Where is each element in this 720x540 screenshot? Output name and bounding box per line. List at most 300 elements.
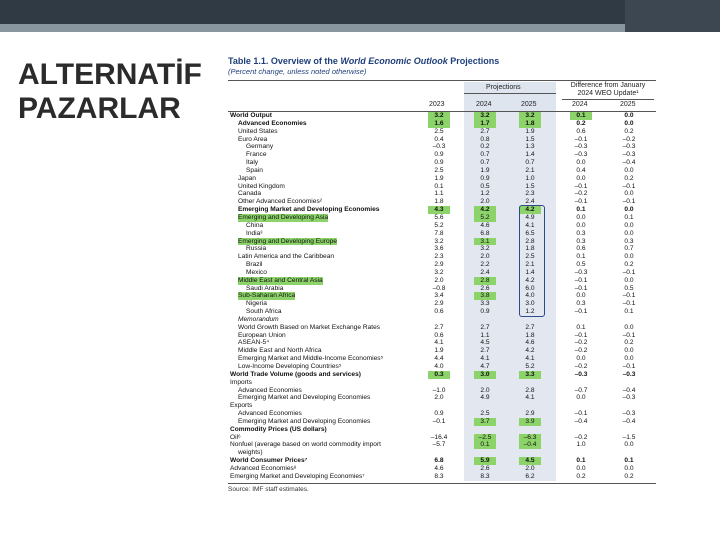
cell-value: 4.0 <box>434 363 444 370</box>
row-label: Mexico <box>246 268 267 276</box>
cell-value: 5.2 <box>525 363 535 370</box>
cell-value: 0.0 <box>624 112 634 119</box>
cell-value: 2.2 <box>480 261 490 269</box>
cell-value: 4.4 <box>434 355 444 363</box>
table-row <box>228 387 656 395</box>
table-row <box>228 418 656 426</box>
cell-value: 0.2 <box>624 127 634 135</box>
row-label: World Consumer Prices⁷ <box>230 457 308 465</box>
cell-value: 0.0 <box>624 323 634 331</box>
cell-value: 3.8 <box>474 292 496 300</box>
top-bar-stripe <box>0 24 720 32</box>
table-header <box>228 80 656 111</box>
cell-value: 0.5 <box>624 284 634 292</box>
cell-value: 3.2 <box>434 268 444 276</box>
col-2023: 2023 <box>429 101 445 108</box>
row-label: Brazil <box>246 261 263 269</box>
row-label: Emerging Market and Developing Economies⁷ <box>230 472 365 480</box>
table-row <box>228 449 656 457</box>
cell-value: 1.2 <box>525 308 535 316</box>
cell-value: 2.8 <box>525 237 535 245</box>
cell-value: 0.7 <box>525 159 535 167</box>
cell-value: 2.7 <box>480 127 490 135</box>
cell-value: 0.1 <box>434 182 444 190</box>
row-label: Middle East and North Africa <box>238 347 322 355</box>
row-label: World Output <box>230 112 272 119</box>
cell-value: –0.1 <box>622 182 636 190</box>
cell-value: –0.4 <box>622 386 636 394</box>
table-row <box>228 355 656 363</box>
cell-value: 0.2 <box>624 339 634 347</box>
cell-value: 0.9 <box>434 151 444 159</box>
cell-value: 0.6 <box>576 127 586 135</box>
cell-value: 6.0 <box>525 284 535 292</box>
cell-value: 0.3 <box>576 300 586 308</box>
cell-value: 0.0 <box>576 355 586 363</box>
row-label: Canada <box>238 190 262 198</box>
table-row <box>228 167 656 175</box>
cell-value: –0.2 <box>574 363 588 370</box>
row-label: European Union <box>238 331 286 339</box>
row-label: Sub-Saharan Africa <box>238 292 296 300</box>
row-label: Advanced Economies <box>238 119 307 127</box>
cell-value: 2.0 <box>525 464 535 472</box>
cell-value: 4.2 <box>519 206 541 214</box>
cell-value: 0.0 <box>576 292 586 300</box>
table-row <box>228 316 656 324</box>
cell-value: 7.8 <box>434 229 444 237</box>
row-label: Advanced Economies <box>238 410 302 418</box>
row-label: Germany <box>246 143 274 151</box>
cell-value: 2.6 <box>480 464 490 472</box>
cell-value: 0.1 <box>576 323 586 331</box>
cell-value: 8.3 <box>480 472 490 480</box>
cell-value: 4.6 <box>434 464 444 472</box>
table-row <box>228 434 656 442</box>
cell-value: 1.6 <box>428 120 450 128</box>
cell-value: 5.2 <box>474 214 496 222</box>
cell-value: 0.1 <box>576 206 586 214</box>
row-label: Saudi Arabia <box>246 284 284 292</box>
cell-value: 2.5 <box>480 410 490 418</box>
row-label: Commodity Prices (US dollars) <box>230 425 327 433</box>
cell-value: 4.3 <box>428 206 450 214</box>
cell-value: 0.0 <box>576 221 586 229</box>
row-label: India³ <box>246 229 263 237</box>
cell-value: 3.2 <box>519 112 541 120</box>
col-2024: 2024 <box>476 101 492 108</box>
cell-value: 0.8 <box>480 135 490 143</box>
row-label: World Trade Volume (goods and services) <box>230 370 361 378</box>
table-row <box>228 457 656 465</box>
cell-value: 1.0 <box>576 441 586 449</box>
cell-value: 0.6 <box>576 245 586 253</box>
cell-value: 0.2 <box>624 174 634 182</box>
projections-label: Projections <box>486 84 521 91</box>
table-row <box>228 292 656 300</box>
row-label: Japan <box>238 174 256 182</box>
cell-value: –2.5 <box>474 434 496 442</box>
cell-value: 2.0 <box>480 386 490 394</box>
cell-value: 2.1 <box>525 261 535 269</box>
cell-value: –0.1 <box>622 198 636 206</box>
table-row <box>228 183 656 191</box>
table-title-italic: World Economic Outlook <box>340 56 448 66</box>
cell-value: –0.3 <box>432 143 446 151</box>
cell-value: –0.3 <box>622 151 636 159</box>
cell-value: –0.2 <box>622 135 636 143</box>
cell-value: 2.0 <box>434 394 444 402</box>
cell-value: 3.7 <box>474 418 496 426</box>
row-label: Emerging Market and Developing Economies <box>238 206 380 214</box>
cell-value: 0.0 <box>624 119 634 127</box>
cell-value: 3.2 <box>474 112 496 120</box>
table-title-suffix: Projections <box>447 56 500 66</box>
cell-value: 2.5 <box>525 253 535 261</box>
cell-value: 0.9 <box>434 159 444 167</box>
table-row <box>228 222 656 230</box>
row-label: Advanced Economies <box>238 386 302 394</box>
cell-value: 0.5 <box>576 261 586 269</box>
cell-value: 0.0 <box>624 229 634 237</box>
cell-value: –0.3 <box>574 151 588 159</box>
cell-value: –0.8 <box>432 284 446 292</box>
cell-value: 0.0 <box>624 206 634 214</box>
row-label: Latin America and the Caribbean <box>238 253 335 261</box>
cell-value: –0.1 <box>574 198 588 206</box>
cell-value: 0.6 <box>434 308 444 316</box>
cell-value: 2.0 <box>480 198 490 206</box>
cell-value: 0.0 <box>624 253 634 261</box>
cell-value: –0.1 <box>622 268 636 276</box>
cell-value: 4.1 <box>525 355 535 363</box>
cell-value: 6.2 <box>525 472 535 480</box>
cell-value: 2.3 <box>434 253 444 261</box>
table-row <box>228 159 656 167</box>
cell-value: 3.4 <box>434 292 444 300</box>
cell-value: –0.3 <box>622 143 636 151</box>
cell-value: 2.9 <box>525 410 535 418</box>
table-row <box>228 339 656 347</box>
cell-value: –0.1 <box>432 417 446 425</box>
cell-value: 1.5 <box>525 135 535 143</box>
cell-value: 4.1 <box>480 355 490 363</box>
cell-value: –0.3 <box>622 394 636 402</box>
cell-value: 2.6 <box>480 284 490 292</box>
cell-value: 1.4 <box>525 151 535 159</box>
cell-value: 2.0 <box>434 276 444 284</box>
cell-value: 0.1 <box>570 112 592 120</box>
cell-value: 2.1 <box>525 166 535 174</box>
table-row <box>228 136 656 144</box>
cell-value: 1.9 <box>480 166 490 174</box>
cell-value: –0.3 <box>574 268 588 276</box>
table-row <box>228 285 656 293</box>
cell-value: 3.0 <box>525 300 535 308</box>
cell-value: 0.6 <box>434 331 444 339</box>
col-diff-2024: 2024 <box>572 101 588 108</box>
table-row <box>228 410 656 418</box>
cell-value: –0.1 <box>622 300 636 308</box>
cell-value: –0.4 <box>622 159 636 167</box>
table-row <box>228 198 656 206</box>
cell-value: 0.5 <box>480 182 490 190</box>
cell-value: 0.2 <box>576 472 586 480</box>
emerging-2025-box <box>519 205 545 317</box>
table-row <box>228 128 656 136</box>
cell-value: 0.0 <box>624 355 634 363</box>
cell-value: 0.1 <box>576 253 586 261</box>
cell-value: 1.7 <box>474 120 496 128</box>
cell-value: –0.2 <box>574 339 588 347</box>
table-row <box>228 269 656 277</box>
cell-value: 0.0 <box>576 464 586 472</box>
cell-value: 0.0 <box>624 166 634 174</box>
cell-value: 4.0 <box>525 292 535 300</box>
cell-value: 2.9 <box>434 261 444 269</box>
table-row <box>228 308 656 316</box>
cell-value: 4.9 <box>525 213 535 221</box>
cell-value: 0.2 <box>624 261 634 269</box>
cell-value: 0.7 <box>480 159 490 167</box>
row-label: China <box>246 221 264 229</box>
row-label: Exports <box>230 402 253 410</box>
cell-value: 0.0 <box>576 159 586 167</box>
table-row <box>228 253 656 261</box>
projections-rule <box>464 93 556 94</box>
cell-value: 6.5 <box>525 229 535 237</box>
cell-value: 2.9 <box>434 300 444 308</box>
table-row <box>228 473 656 481</box>
cell-value: 1.0 <box>525 174 535 182</box>
cell-value: –0.1 <box>622 292 636 300</box>
row-label: United Kingdom <box>238 182 285 190</box>
cell-value: 3.2 <box>480 245 490 253</box>
row-label: Nonfuel (average based on world commodity import <box>230 441 381 449</box>
cell-value: 4.6 <box>525 339 535 347</box>
cell-value: 5.2 <box>434 221 444 229</box>
cell-value: 3.0 <box>474 371 496 379</box>
cell-value: 0.1 <box>624 457 634 465</box>
cell-value: 2.7 <box>480 347 490 355</box>
cell-value: 3.3 <box>480 300 490 308</box>
difference-rule <box>562 99 654 100</box>
cell-value: 0.0 <box>576 174 586 182</box>
row-label: United States <box>238 127 278 135</box>
table-row <box>228 394 656 402</box>
cell-value: 0.1 <box>474 441 496 449</box>
table-row <box>228 332 656 340</box>
slide-title <box>18 58 202 126</box>
cell-value: 2.7 <box>525 323 535 331</box>
cell-value: –0.1 <box>574 182 588 190</box>
table-row <box>228 324 656 332</box>
cell-value: 0.0 <box>576 394 586 402</box>
table-row <box>228 230 656 238</box>
cell-value: 3.6 <box>434 245 444 253</box>
cell-value: 3.3 <box>519 371 541 379</box>
cell-value: 1.9 <box>434 347 444 355</box>
cell-value: 0.4 <box>576 166 586 174</box>
cell-value: –0.1 <box>574 135 588 143</box>
table-row <box>228 300 656 308</box>
table-row <box>228 190 656 198</box>
cell-value: 1.1 <box>480 331 490 339</box>
col-diff-2025: 2025 <box>620 101 636 108</box>
cell-value: 4.5 <box>519 457 541 465</box>
cell-value: –1.0 <box>432 386 446 394</box>
cell-value: 0.0 <box>624 441 634 449</box>
row-label: Memorandum <box>238 315 279 323</box>
row-label: South Africa <box>246 308 282 316</box>
cell-value: 2.8 <box>525 386 535 394</box>
row-label: Other Advanced Economies² <box>238 198 322 206</box>
cell-value: 2.7 <box>434 323 444 331</box>
difference-label: Difference from January 2024 WEO Update¹ <box>570 82 646 97</box>
cell-value: –0.1 <box>574 410 588 418</box>
table-row <box>228 120 656 128</box>
cell-value: 4.2 <box>525 276 535 284</box>
row-label: Emerging and Developing Asia <box>238 213 329 221</box>
cell-value: 0.2 <box>624 472 634 480</box>
table-row <box>228 347 656 355</box>
table-row <box>228 441 656 449</box>
cell-value: 2.4 <box>525 198 535 206</box>
cell-value: 4.2 <box>474 206 496 214</box>
row-label: Emerging Market and Middle-Income Economies⁵ <box>238 355 384 363</box>
table-row <box>228 363 656 371</box>
cell-value: –0.1 <box>622 363 636 370</box>
cell-value: –0.4 <box>519 441 541 449</box>
cell-value: 1.5 <box>525 182 535 190</box>
cell-value: 4.1 <box>434 339 444 347</box>
cell-value: 0.1 <box>624 213 634 221</box>
cell-value: 4.6 <box>480 221 490 229</box>
cell-value: 1.3 <box>525 143 535 151</box>
cell-value: 8.3 <box>434 472 444 480</box>
cell-value: 0.9 <box>480 308 490 316</box>
row-label: Italy <box>246 159 259 167</box>
cell-value: 0.0 <box>624 190 634 198</box>
table-row <box>228 379 656 387</box>
cell-value: 6.8 <box>480 229 490 237</box>
cell-value: –6.3 <box>519 434 541 442</box>
col-2025: 2025 <box>521 101 537 108</box>
cell-value: –0.3 <box>622 410 636 418</box>
cell-value: –1.5 <box>622 433 636 441</box>
cell-value: 1.8 <box>519 120 541 128</box>
cell-value: 0.1 <box>624 308 634 316</box>
cell-value: –0.4 <box>574 417 588 425</box>
table-row <box>228 238 656 246</box>
cell-value: 2.4 <box>480 268 490 276</box>
cell-value: –0.4 <box>622 417 636 425</box>
cell-value: 4.2 <box>525 347 535 355</box>
cell-value: –0.1 <box>574 308 588 316</box>
table-title <box>228 56 656 66</box>
cell-value: 1.2 <box>480 190 490 198</box>
cell-value: 1.8 <box>434 198 444 206</box>
cell-value: 0.3 <box>624 237 634 245</box>
row-label: weights) <box>238 449 263 457</box>
table-source: Source: IMF staff estimates. <box>228 483 656 493</box>
cell-value: 1.4 <box>525 268 535 276</box>
table-row <box>228 143 656 151</box>
row-label: ASEAN-5⁴ <box>238 339 270 347</box>
cell-value: –0.1 <box>574 276 588 284</box>
cell-value: 0.7 <box>480 151 490 159</box>
cell-value: 3.2 <box>434 237 444 245</box>
cell-value: 0.0 <box>624 221 634 229</box>
cell-value: 0.3 <box>428 371 450 379</box>
row-label: Emerging Market and Developing Economies <box>238 394 371 402</box>
table-row <box>228 175 656 183</box>
table-title-prefix: Table 1.1. Overview of the <box>228 56 341 66</box>
cell-value: 0.7 <box>624 245 634 253</box>
row-label: Emerging and Developing Europe <box>238 237 337 245</box>
cell-value: –0.2 <box>574 433 588 441</box>
cell-value: 6.8 <box>434 457 444 465</box>
row-label: World Growth Based on Market Exchange Rates <box>238 323 381 331</box>
top-corner-block <box>625 0 720 32</box>
cell-value: 1.1 <box>434 190 444 198</box>
top-bar <box>0 0 720 24</box>
cell-value: –0.1 <box>574 284 588 292</box>
cell-value: 0.9 <box>434 410 444 418</box>
cell-value: –0.2 <box>574 347 588 355</box>
cell-value: 0.2 <box>576 119 586 127</box>
cell-value: 2.0 <box>480 253 490 261</box>
table-row <box>228 245 656 253</box>
cell-value: 1.9 <box>525 127 535 135</box>
slide-title-line2: PAZARLAR <box>18 92 181 125</box>
cell-value: 0.1 <box>576 457 586 465</box>
cell-value: –0.3 <box>574 143 588 151</box>
table-row <box>228 261 656 269</box>
table-row <box>228 426 656 434</box>
row-label: France <box>246 151 267 159</box>
cell-value: 4.1 <box>525 221 535 229</box>
cell-value: 2.3 <box>525 190 535 198</box>
cell-value: 4.9 <box>480 394 490 402</box>
cell-value: 3.9 <box>519 418 541 426</box>
cell-value: 0.4 <box>434 135 444 143</box>
cell-value: 5.6 <box>434 213 444 221</box>
table-row <box>228 214 656 222</box>
cell-value: –0.2 <box>574 190 588 198</box>
cell-value: –5.7 <box>432 441 446 449</box>
cell-value: 2.5 <box>434 166 444 174</box>
cell-value: 1.8 <box>525 245 535 253</box>
row-label: Euro Area <box>238 135 268 143</box>
cell-value: 0.9 <box>480 174 490 182</box>
table-row <box>228 465 656 473</box>
table-body <box>228 111 656 481</box>
row-label: Oil⁶ <box>230 433 241 441</box>
cell-value: 4.5 <box>480 339 490 347</box>
table-subtitle: (Percent change, unless noted otherwise) <box>228 67 367 76</box>
cell-value: –0.7 <box>574 386 588 394</box>
cell-value: 0.0 <box>576 213 586 221</box>
cell-value: –0.3 <box>574 370 588 378</box>
row-label: Imports <box>230 378 252 386</box>
cell-value: 0.3 <box>576 229 586 237</box>
table-row <box>228 206 656 214</box>
table-figure <box>228 56 656 493</box>
table-row <box>228 402 656 410</box>
cell-value: 0.0 <box>624 347 634 355</box>
row-label: Middle East and Central Asia <box>238 276 323 284</box>
